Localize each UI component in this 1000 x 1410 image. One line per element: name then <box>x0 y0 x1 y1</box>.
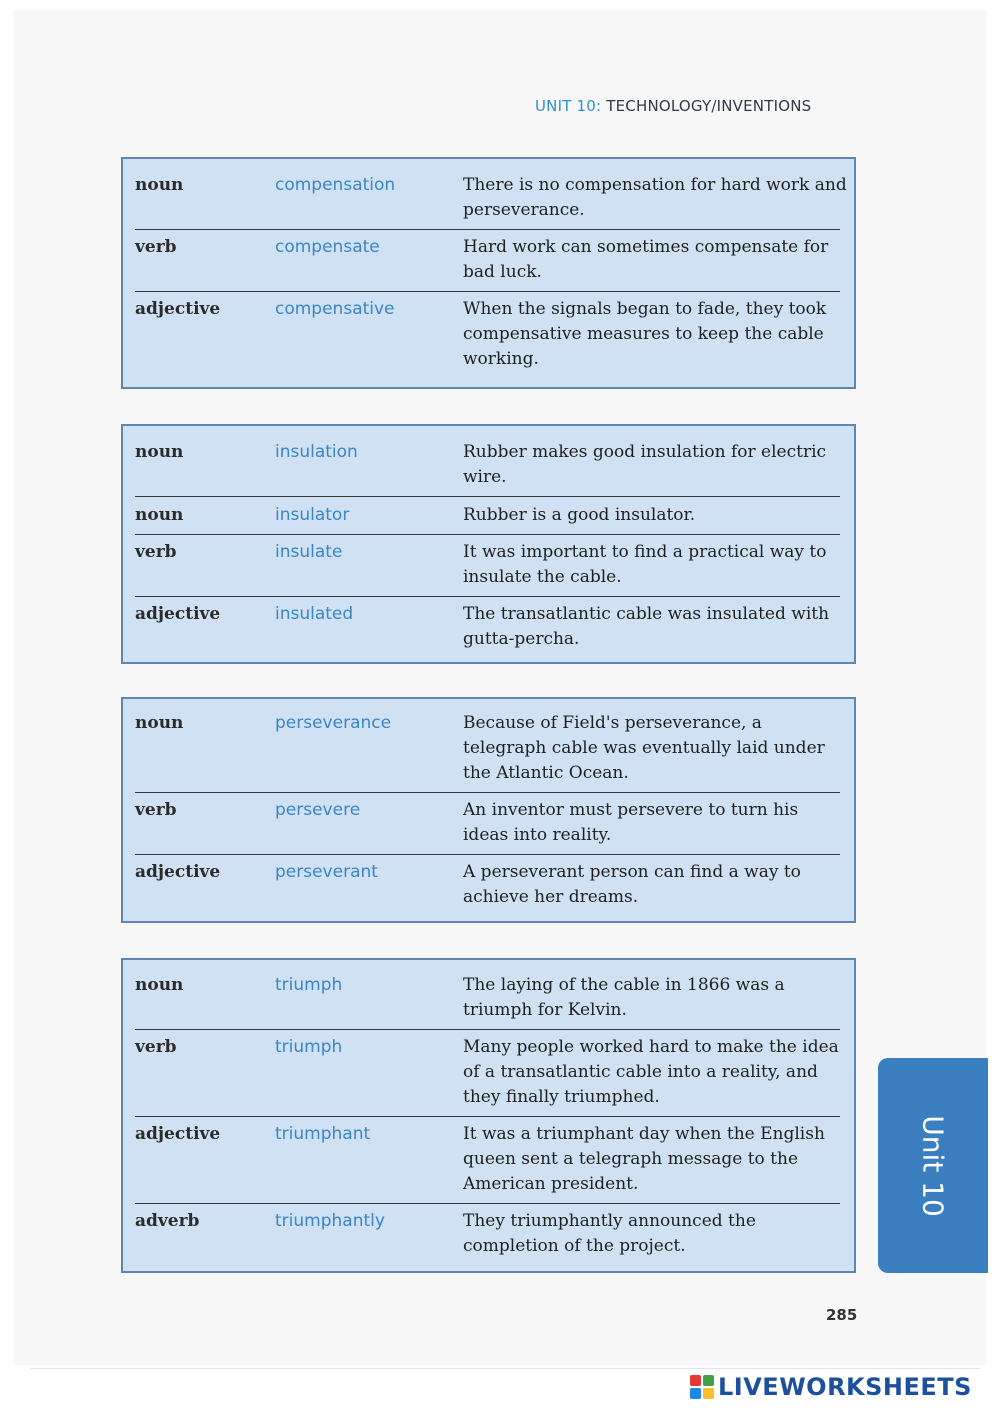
part-of-speech: adjective <box>135 1124 221 1144</box>
example-sentence: It was a triumphant day when the English queen sent a telegraph message to the American president. <box>463 1124 825 1194</box>
example-sentence: It was important to find a practical way to insulate the cable. <box>463 542 827 587</box>
logo-square <box>690 1375 701 1386</box>
example-sentence: Because of Field's perseverance, a telegraph cable was eventually laid under the Atlantic Ocean. <box>463 713 825 783</box>
row-divider <box>135 496 840 497</box>
part-of-speech: noun <box>135 713 184 733</box>
word-form: compensation <box>275 175 396 195</box>
word-form: compensative <box>275 299 395 319</box>
example-sentence: A perseverant person can find a way to achieve her dreams. <box>463 862 801 907</box>
word-family-table-persevere <box>121 697 856 923</box>
example-sentence: There is no compensation for hard work and perseverance. <box>463 175 847 220</box>
part-of-speech: noun <box>135 442 184 462</box>
word-form: perseverance <box>275 713 392 733</box>
logo-square <box>690 1388 701 1399</box>
page-number: 285 <box>826 1306 858 1324</box>
word-form: insulate <box>275 542 343 562</box>
liveworksheets-logo-icon <box>690 1375 714 1399</box>
example-sentence: An inventor must persevere to turn his ideas into reality. <box>463 800 799 845</box>
row-divider <box>135 1116 840 1117</box>
row-divider <box>135 1029 840 1030</box>
part-of-speech: verb <box>135 542 177 562</box>
liveworksheets-brand[interactable] <box>690 1372 972 1402</box>
word-family-table-triumph <box>121 958 856 1273</box>
part-of-speech: adjective <box>135 862 221 882</box>
example-sentence: Rubber makes good insulation for electric wire. <box>463 442 827 487</box>
example-sentence: Many people worked hard to make the idea of a transatlantic cable into a reality, and they finally triumphed. <box>463 1037 839 1107</box>
row-divider <box>135 596 840 597</box>
part-of-speech: adjective <box>135 604 221 624</box>
word-form: triumph <box>275 975 343 995</box>
example-sentence: Hard work can sometimes compensate for bad luck. <box>463 237 829 282</box>
word-form: insulator <box>275 505 350 525</box>
row-divider <box>135 534 840 535</box>
part-of-speech: adverb <box>135 1211 200 1231</box>
part-of-speech: noun <box>135 175 184 195</box>
row-divider <box>135 792 840 793</box>
part-of-speech: adjective <box>135 299 221 319</box>
word-form: insulated <box>275 604 354 624</box>
unit-topic: TECHNOLOGY/INVENTIONS <box>606 97 812 115</box>
row-divider <box>135 854 840 855</box>
example-sentence: When the signals began to fade, they took compensative measures to keep the cable working. <box>463 299 827 369</box>
part-of-speech: verb <box>135 237 177 257</box>
word-form: triumphant <box>275 1124 371 1144</box>
logo-square <box>703 1375 714 1386</box>
part-of-speech: verb <box>135 800 177 820</box>
unit-tab-label: Unit 10 <box>916 1115 950 1217</box>
word-form: triumph <box>275 1037 343 1057</box>
word-form: perseverant <box>275 862 378 882</box>
example-sentence: Rubber is a good insulator. <box>463 505 696 525</box>
part-of-speech: noun <box>135 975 184 995</box>
row-divider <box>135 1203 840 1204</box>
word-form: compensate <box>275 237 380 257</box>
brand-name: LIVEWORKSHEETS <box>718 1373 972 1401</box>
example-sentence: The laying of the cable in 1866 was a triumph for Kelvin. <box>463 975 785 1020</box>
word-form: triumphantly <box>275 1211 385 1231</box>
unit-side-tab <box>878 1058 988 1273</box>
word-family-table-compensate <box>121 157 856 389</box>
footer-divider <box>30 1368 980 1369</box>
unit-prefix: UNIT 10: <box>535 97 602 115</box>
word-form: insulation <box>275 442 358 462</box>
logo-square <box>703 1388 714 1399</box>
row-divider <box>135 229 840 230</box>
example-sentence: The transatlantic cable was insulated with gutta-percha. <box>463 604 830 649</box>
row-divider <box>135 291 840 292</box>
example-sentence: They triumphantly announced the completion of the project. <box>463 1211 756 1256</box>
part-of-speech: verb <box>135 1037 177 1057</box>
word-form: persevere <box>275 800 361 820</box>
word-family-table-insulate <box>121 424 856 664</box>
part-of-speech: noun <box>135 505 184 525</box>
unit-header <box>535 97 811 115</box>
